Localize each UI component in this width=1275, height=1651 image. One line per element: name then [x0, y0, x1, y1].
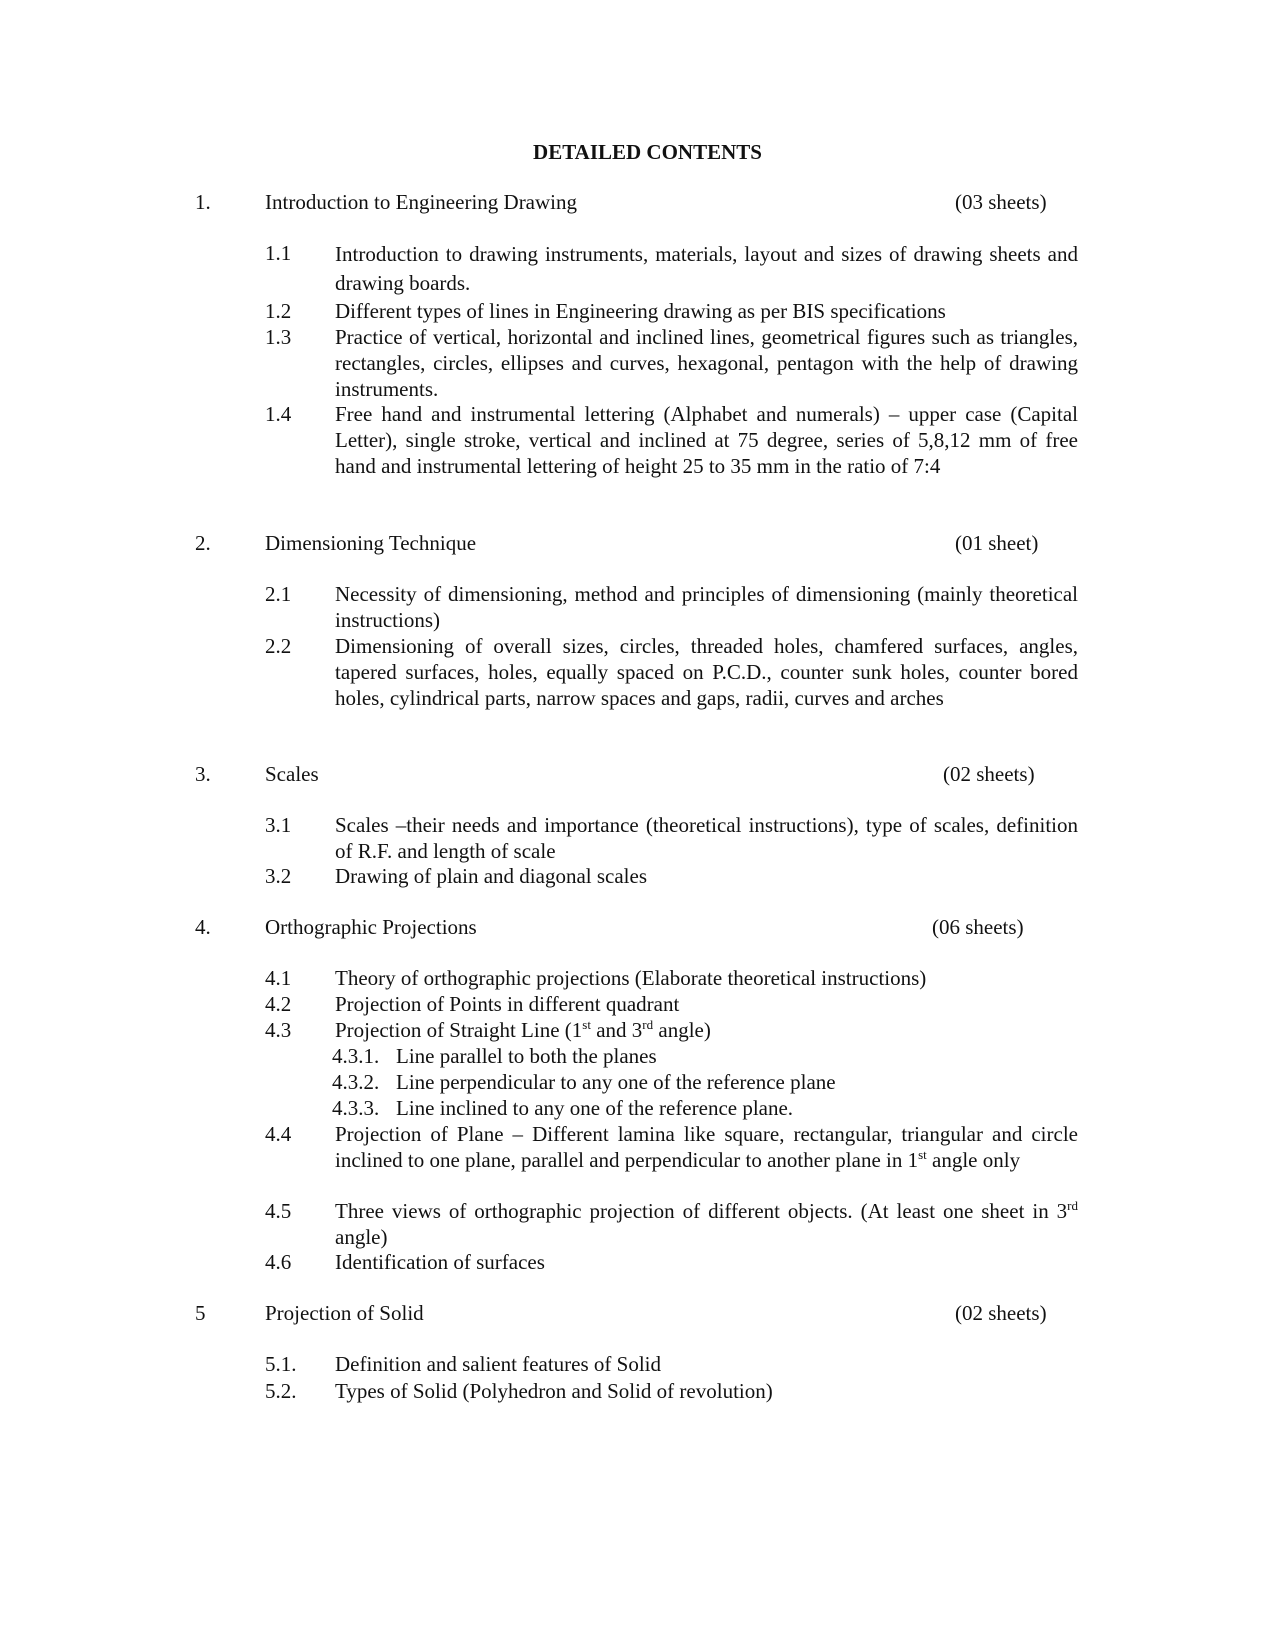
item-number: 2.1	[265, 582, 292, 606]
item-number: 5.1.	[265, 1352, 297, 1376]
item-text: Definition and salient features of Solid	[335, 1352, 662, 1376]
item-number: 3.1	[265, 813, 292, 837]
item-text: Three views of orthographic projection of different objects. (At least one sheet in 3rd angle)	[335, 1198, 1078, 1249]
item-text: Projection of Straight Line (1st and 3rd angle)	[335, 1017, 711, 1042]
section-sheet-count: (06 sheets)	[932, 915, 1024, 939]
item-number: 4.3	[265, 1018, 292, 1042]
item-text: Introduction to drawing instruments, materials, layout and sizes of drawing sheets and drawing boards.	[335, 242, 1078, 295]
section-sheet-count: (01 sheet)	[955, 531, 1039, 555]
section-title: Dimensioning Technique	[265, 531, 477, 555]
item-number: 4.5	[265, 1199, 292, 1223]
sub-item	[0, 1095, 1275, 1121]
item-text: Theory of orthographic projections (Elaborate theoretical instructions)	[335, 966, 927, 990]
item-text: Practice of vertical, horizontal and inclined lines, geometrical figures such as triangles, rectangles, circles, ellipses and curves, hexagonal, pentagon with the help of drawing instruments.	[335, 325, 1078, 401]
section-number: 3.	[195, 762, 211, 786]
item-number: 4.1	[265, 966, 292, 990]
sub-item	[0, 1069, 1275, 1095]
section-title: Projection of Solid	[265, 1301, 424, 1325]
sub-item	[0, 1043, 1275, 1069]
section-heading-3	[0, 761, 1275, 787]
item-text: Identification of surfaces	[335, 1250, 545, 1274]
section-title: Scales	[265, 762, 319, 786]
item-text: Projection of Plane – Different lamina like square, rectangular, triangular and circle inclined to one plane, parallel and perpendicular to another plane in 1st angle only	[335, 1122, 1078, 1172]
section-heading-2	[0, 530, 1275, 556]
item-text: Types of Solid (Polyhedron and Solid of revolution)	[335, 1379, 773, 1403]
item-text: Free hand and instrumental lettering (Alphabet and numerals) – upper case (Capital Letter), single stroke, vertical and inclined at 75 degree, series of 5,8,12 mm of free hand and instrumental lettering of height 25 to 35 mm in the ratio of 7:4	[335, 402, 1078, 478]
sub-item-text: Line parallel to both the planes	[396, 1044, 657, 1068]
item-number: 3.2	[265, 864, 292, 888]
item-number: 4.4	[265, 1122, 292, 1146]
item-text: Necessity of dimensioning, method and principles of dimensioning (mainly theoretical instructions)	[335, 582, 1078, 632]
section-title: Orthographic Projections	[265, 915, 477, 939]
item-text: Drawing of plain and diagonal scales	[335, 864, 647, 888]
sub-item-text: Line inclined to any one of the reference plane.	[396, 1096, 794, 1120]
page-title: DETAILED CONTENTS	[533, 140, 762, 164]
section-heading-1	[0, 189, 1275, 215]
sub-item-number: 4.3.2.	[332, 1070, 380, 1094]
item-number: 1.3	[265, 325, 292, 349]
item-text: Projection of Points in different quadrant	[335, 992, 680, 1016]
section-number: 2.	[195, 531, 211, 555]
item-number: 5.2.	[265, 1379, 297, 1403]
item-text: Scales –their needs and importance (theoretical instructions), type of scales, definition of R.F. and length of scale	[335, 813, 1078, 863]
section-sheet-count: (02 sheets)	[943, 762, 1035, 786]
section-sheet-count: (02 sheets)	[955, 1301, 1047, 1325]
section-number: 4.	[195, 915, 211, 939]
item-number: 4.6	[265, 1250, 292, 1274]
item-text: Dimensioning of overall sizes, circles, threaded holes, chamfered surfaces, angles, tapered surfaces, holes, equally spaced on P.C.D., counter sunk holes, counter bored holes, cylindrical parts, narrow spaces and gaps, radii, curves and arches	[335, 634, 1078, 710]
sub-item-text: Line perpendicular to any one of the reference plane	[396, 1070, 836, 1094]
section-number: 1.	[195, 190, 211, 214]
item-number: 4.2	[265, 992, 292, 1016]
item-number: 1.4	[265, 402, 292, 426]
item-number: 2.2	[265, 634, 292, 658]
item-number: 1.1	[265, 241, 292, 265]
section-heading-4	[0, 914, 1275, 940]
item-text: Different types of lines in Engineering drawing as per BIS specifications	[335, 299, 946, 323]
sub-item-number: 4.3.1.	[332, 1044, 380, 1068]
section-sheet-count: (03 sheets)	[955, 190, 1047, 214]
section-title: Introduction to Engineering Drawing	[265, 190, 578, 214]
sub-item-number: 4.3.3.	[332, 1096, 380, 1120]
section-number: 5	[195, 1301, 206, 1325]
item-number: 1.2	[265, 299, 292, 323]
section-heading-5	[0, 1300, 1275, 1326]
